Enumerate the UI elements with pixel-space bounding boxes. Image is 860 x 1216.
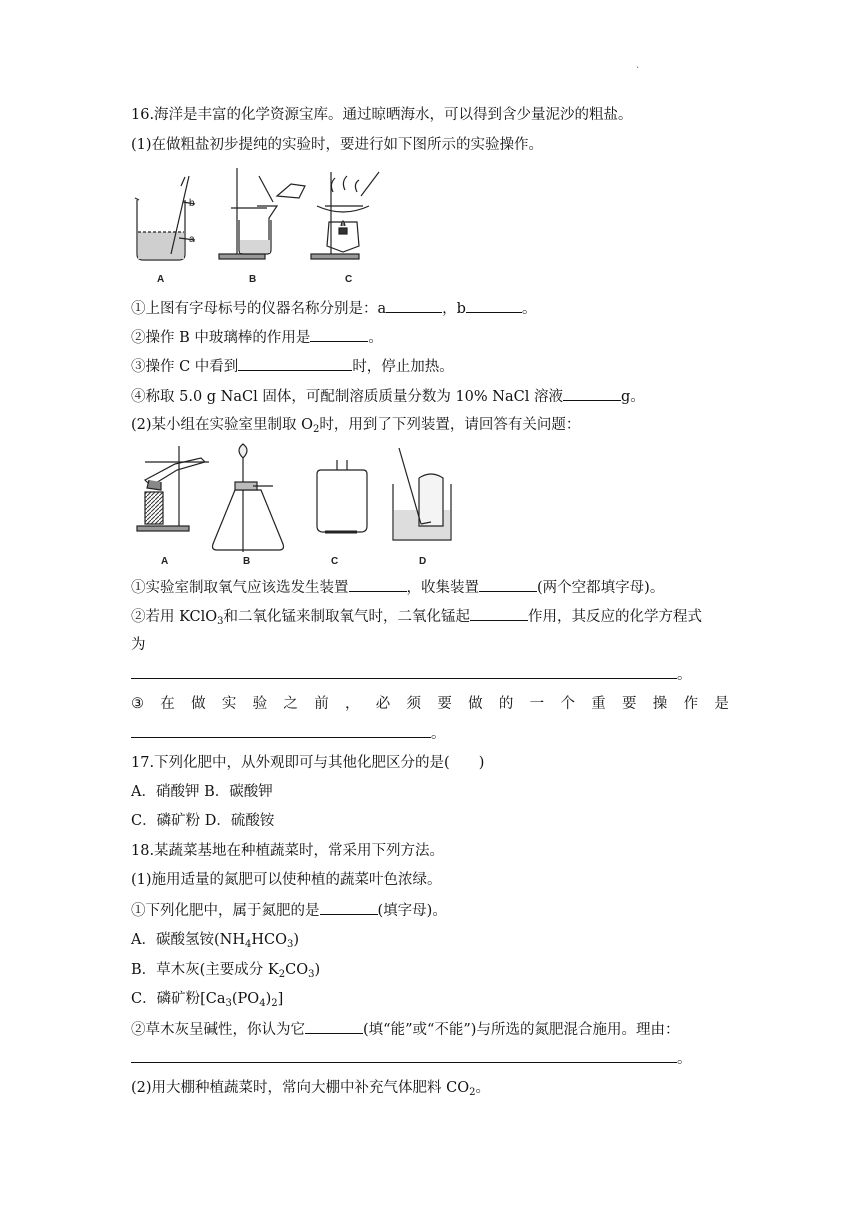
gas-apparatus-drawing	[131, 440, 471, 570]
item3-char: 一	[529, 696, 545, 712]
q18-option-b: B．草木灰(主要成分 $K_2CO_3$)	[131, 962, 321, 980]
fig1-label-a: A	[157, 274, 165, 285]
fig2-label-b: B	[243, 556, 251, 567]
item3-char: 之	[283, 696, 298, 712]
fig1-mark-a: a	[189, 234, 195, 245]
item3-char: 须	[406, 696, 422, 712]
blank-observation[interactable]	[238, 356, 352, 371]
fig2-label-d: D	[419, 556, 427, 567]
q18-part1-intro: (1)施用适量的氮肥可以使种植的蔬菜叶色浓绿。	[131, 872, 442, 888]
item3-char: 要	[437, 696, 452, 712]
item3-char: 是	[714, 696, 729, 712]
fig2-label-c: C	[331, 556, 339, 567]
q16-item2: ②操作 B 中玻璃棒的作用是 。	[131, 327, 383, 348]
q16-p2-item3	[131, 694, 729, 714]
q16-p2-item2-eq: 。	[131, 664, 692, 685]
salt-purification-drawing	[131, 162, 387, 288]
q18-option-c: C．磷矿粉$[Ca_3(PO_4)_2]$	[131, 991, 284, 1009]
item3-char: 重	[591, 696, 606, 712]
page-dot: .	[636, 60, 640, 71]
blank-catalyst-role[interactable]	[470, 606, 528, 621]
item3-char: 做	[468, 696, 483, 712]
q16-p2-item2: ②若用 KClO$_3$和二氧化锰来制取氧气时，二氧化锰起 作用，其反应的化学方程式	[131, 606, 702, 627]
q17-title: 17.下列化肥中，从外观即可与其他化肥区分的是( )	[131, 755, 485, 771]
q18-title: 18.某蔬菜基地在种植蔬菜时，常采用下列方法。	[131, 843, 445, 859]
q16-p2-item2-cont: 为	[131, 637, 146, 653]
fig1-label-b: B	[249, 274, 257, 285]
q16-item1: ①上图有字母标号的仪器名称分别是：a ，b 。	[131, 298, 536, 319]
gas-apparatus-figure	[131, 440, 471, 570]
item3-char: 操	[652, 696, 668, 712]
item3-char: 验	[252, 696, 268, 712]
fig2-label-a: A	[161, 556, 169, 567]
item3-char: 个	[560, 696, 575, 712]
q17-options-cd: C．磷矿粉 D．硫酸铵	[131, 813, 275, 829]
blank-a[interactable]	[386, 298, 442, 313]
blank-can-mix[interactable]	[305, 1019, 363, 1034]
q18-item2-reason: 。	[131, 1048, 692, 1069]
item3-char: 的	[498, 696, 514, 712]
item3-char: 必	[375, 696, 391, 712]
blank-rod-role[interactable]	[310, 327, 368, 342]
q16-p2-item1: ①实验室制取氧气应该选发生装置 ，收集装置 (两个空都填字母)。	[131, 577, 664, 598]
q18-item1: ①下列化肥中，属于氮肥的是 (填字母)。	[131, 900, 447, 921]
item3-char: 作	[683, 696, 699, 712]
q18-option-a: A．碳酸氢铵$(NH_4HCO_3)$	[131, 932, 300, 950]
item3-char: 做	[191, 696, 206, 712]
q16-part2-intro: (2)某小组在实验室里制取 $O_2$时，用到了下列装置，请回答有关问题：	[131, 417, 581, 435]
item3-char: 在	[160, 696, 175, 712]
item3-char: 实	[221, 696, 237, 712]
blank-reason[interactable]	[131, 1048, 677, 1063]
item3-char: 前	[314, 696, 329, 712]
fig1-mark-b: b	[189, 198, 195, 209]
q17-options-ab: A．硝酸钾 B．碳酸钾	[131, 784, 273, 800]
blank-equation[interactable]	[131, 664, 677, 679]
q18-part2: (2)用大棚种植蔬菜时，常向大棚中补充气体肥料 $CO_2$。	[131, 1080, 491, 1098]
q16-item4: ④称取 5.0 g NaCl 固体，可配制溶质质量分数为 10% NaCl 溶液 g。	[131, 386, 645, 407]
item3-char: 要	[622, 696, 637, 712]
blank-b[interactable]	[466, 298, 522, 313]
fig1-label-c: C	[345, 274, 353, 285]
q16-p2-item3-cont: 。	[131, 723, 446, 744]
salt-purification-figure	[131, 162, 387, 288]
blank-nitrogen-fert[interactable]	[320, 900, 378, 915]
item3-char: ，	[344, 696, 360, 712]
blank-collector[interactable]	[479, 577, 537, 592]
q16-item3: ③操作 C 中看到 时，停止加热。	[131, 356, 454, 377]
item3-char: ③	[131, 696, 144, 712]
blank-important-op[interactable]	[131, 723, 431, 738]
q16-part1-intro: (1)在做粗盐初步提纯的实验时，要进行如下图所示的实验操作。	[131, 137, 544, 153]
q16-title: 16.海洋是丰富的化学资源宝库。通过晾晒海水，可以得到含少量泥沙的粗盐。	[131, 107, 633, 123]
blank-generator[interactable]	[349, 577, 407, 592]
blank-mass[interactable]	[563, 386, 621, 401]
q18-item2: ②草木灰呈碱性，你认为它 (填“能”或“不能”)与所选的氮肥混合施用。理由：	[131, 1019, 679, 1040]
